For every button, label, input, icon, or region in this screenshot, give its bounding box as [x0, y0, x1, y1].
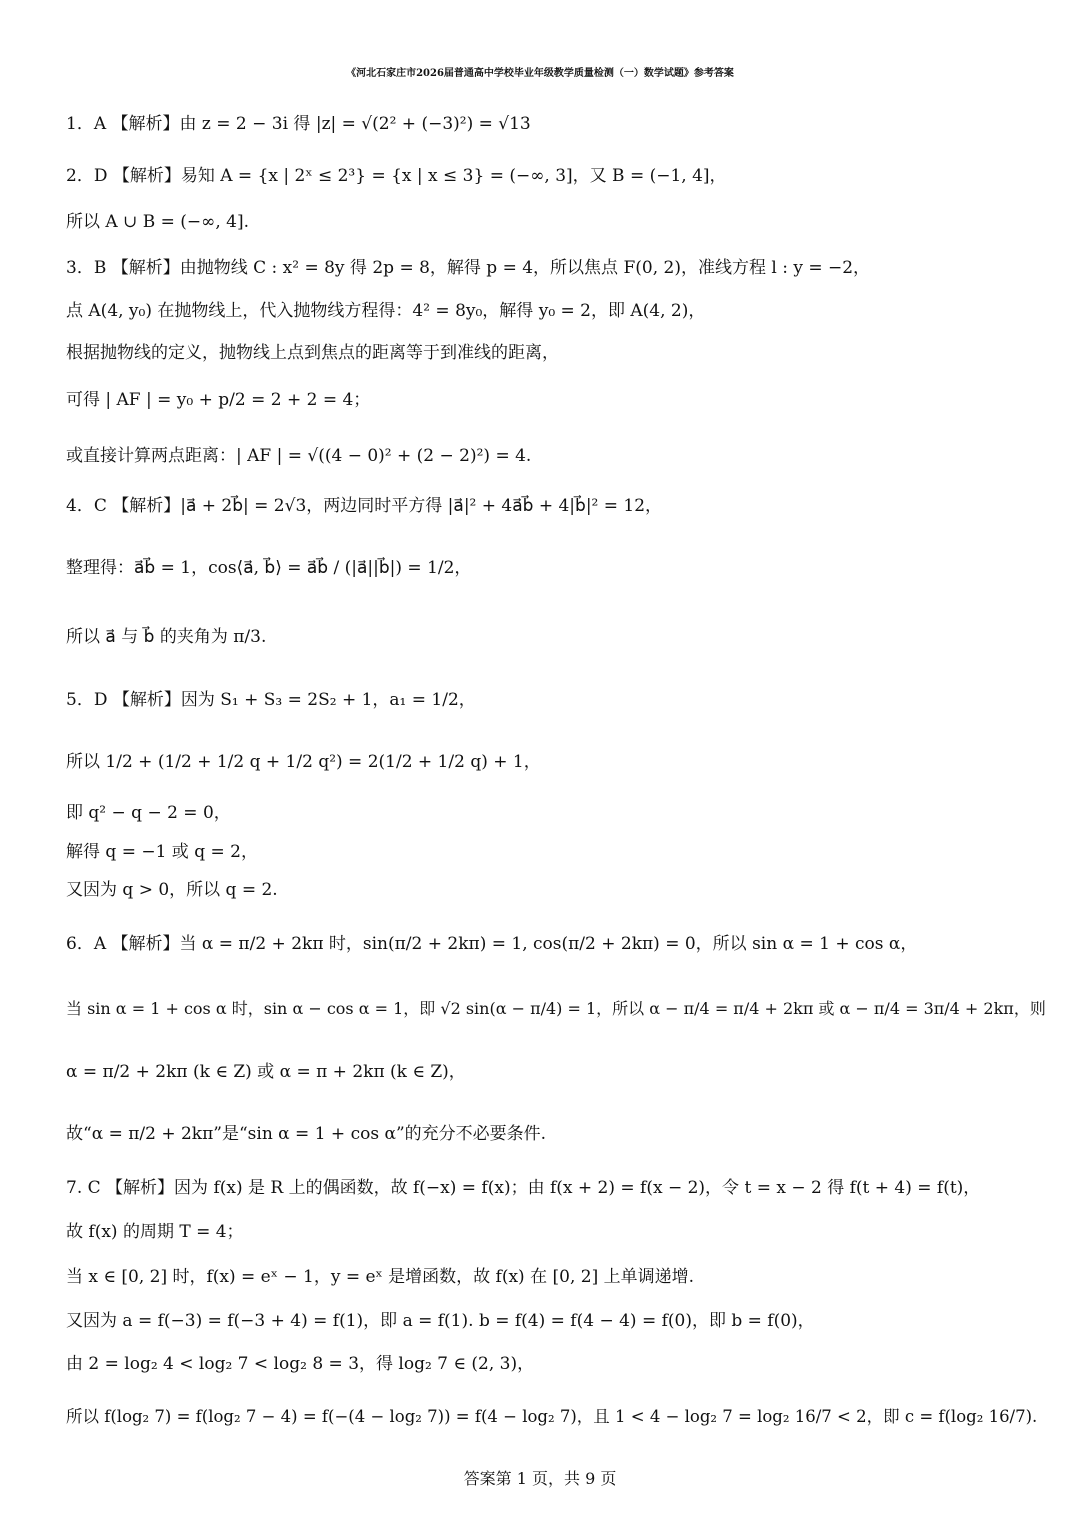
answer-line: 故 f(x) 的周期 T = 4； [66, 1222, 244, 1242]
answer-line: 7. C 【解析】因为 f(x) 是 R 上的偶函数，故 f(−x) = f(x)；由 f(x + 2) = f(x − 2)，令 t = x − 2 得 f(t + 4) = f(t)， [66, 1178, 981, 1198]
answer-line: α = π/2 + 2kπ (k ∈ Z) 或 α = π + 2kπ (k ∈ Z)， [66, 1062, 466, 1082]
answer-line: 所以 f(log₂ 7) = f(log₂ 7 − 4) = f(−(4 − log₂ 7)) = f(4 − log₂ 7)，且 1 < 4 − log₂ 7 = log₂ 16/7 < 2，即 c = f(log₂ 16/7). [66, 1407, 1038, 1426]
answer-line: 又因为 q > 0，所以 q = 2. [66, 880, 278, 900]
answer-line: 3．B 【解析】由抛物线 C : x² = 8y 得 2p = 8，解得 p = 4，所以焦点 F(0, 2)，准线方程 l : y = −2， [66, 258, 871, 278]
answer-line: 5．D 【解析】因为 S₁ + S₃ = 2S₂ + 1，a₁ = 1/2， [66, 690, 476, 710]
answer-line: 根据抛物线的定义，抛物线上点到焦点的距离等于到准线的距离， [66, 343, 559, 363]
answer-line: 故“α = π/2 + 2kπ”是“sin α = 1 + cos α”的充分不必要条件. [66, 1124, 547, 1144]
answer-line: 当 x ∈ [0, 2] 时，f(x) = eˣ − 1，y = eˣ 是增函数，故 f(x) 在 [0, 2] 上单调递增. [66, 1267, 695, 1287]
answer-line: 当 sin α = 1 + cos α 时，sin α − cos α = 1，即 √2 sin(α − π/4) = 1，所以 α − π/4 = π/4 + 2kπ 或 α − π/4 = 3π/4 + 2kπ，则 [66, 999, 1046, 1018]
answer-line: 2．D 【解析】易知 A = {x | 2ˣ ≤ 2³} = {x | x ≤ 3} = (−∞, 3]，又 B = (−1, 4]， [66, 166, 727, 186]
answer-line: 整理得：a⃗b⃗ = 1，cos⟨a⃗, b⃗⟩ = a⃗b⃗ / (|a⃗||b⃗|) = 1/2， [66, 558, 472, 578]
answer-line: 即 q² − q − 2 = 0， [66, 803, 231, 823]
answer-line: 由 2 = log₂ 4 < log₂ 7 < log₂ 8 = 3，得 log₂ 7 ∈ (2, 3)， [66, 1354, 535, 1374]
answer-line: 1．A 【解析】由 z = 2 − 3i 得 |z| = √(2² + (−3)²) = √13 [66, 114, 531, 134]
page-footer: 答案第 1 页，共 9 页 [463, 1469, 617, 1488]
answer-line: 6．A 【解析】当 α = π/2 + 2kπ 时，sin(π/2 + 2kπ) = 1, cos(π/2 + 2kπ) = 0，所以 sin α = 1 + cos α， [66, 934, 918, 954]
page-title: 《河北石家庄市2026届普通高中学校毕业年级教学质量检测（一）数学试题》参考答案 [346, 68, 734, 79]
answer-line: 4．C 【解析】|a⃗ + 2b⃗| = 2√3，两边同时平方得 |a⃗|² + 4a⃗b⃗ + 4|b⃗|² = 12， [66, 496, 663, 516]
answer-line: 或直接计算两点距离：| AF | = √((4 − 0)² + (2 − 2)²) = 4. [66, 446, 532, 466]
answer-line: 解得 q = −1 或 q = 2， [66, 842, 258, 862]
answer-line: 所以 A ∪ B = (−∞, 4]. [66, 212, 249, 232]
answer-line: 点 A(4, y₀) 在抛物线上，代入抛物线方程得：4² = 8y₀，解得 y₀ = 2，即 A(4, 2)， [66, 301, 706, 321]
answer-line: 所以 1/2 + (1/2 + 1/2 q + 1/2 q²) = 2(1/2 + 1/2 q) + 1， [66, 752, 541, 772]
answer-line: 所以 a⃗ 与 b⃗ 的夹角为 π/3. [66, 627, 267, 647]
answer-line: 可得 | AF | = y₀ + p/2 = 2 + 2 = 4； [66, 390, 371, 410]
answer-line: 又因为 a = f(−3) = f(−3 + 4) = f(1)，即 a = f(1). b = f(4) = f(4 − 4) = f(0)，即 b = f(0)， [66, 1311, 815, 1331]
